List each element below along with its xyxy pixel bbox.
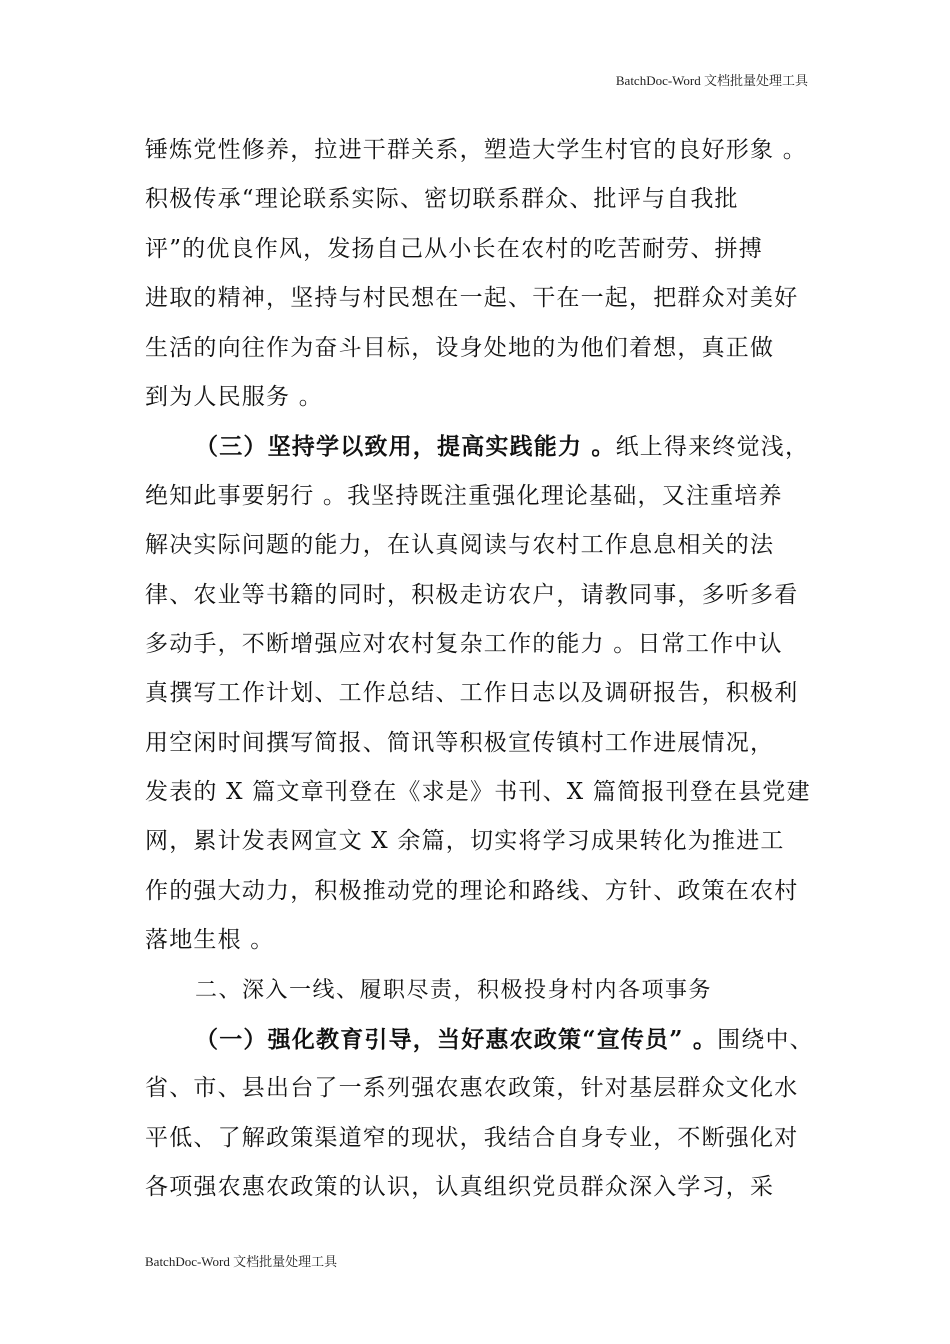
body-line: 落地生根 。 [145,927,275,954]
body-line: 进取的精神，坚持与村民想在一起、干在一起，把群众对美好 [145,285,799,312]
body-line: 积极传承“理论联系实际、密切联系群众、批评与自我批 [145,186,739,213]
body-line: 真撰写工作计划、工作总结、工作日志以及调研报告，积极利 [145,680,799,707]
body-line: 生活的向往作为奋斗目标，设身处地的为他们着想，真正做 [145,334,775,361]
paragraph-first-line [145,1015,815,1064]
body-line: 评”的优良作风，发扬自己从小长在农村的吃苦耐劳、拼搏 [145,235,763,262]
document-body [145,126,815,1213]
page-header: BatchDoc-Word 文档批量处理工具 [615,73,808,88]
body-line: 平低、了解政策渠道窄的现状，我结合自身专业，不断强化对 [145,1124,799,1151]
body-line: 多动手，不断增强应对农村复杂工作的能力 。日常工作中认 [145,630,783,657]
body-line: 发表的 X 篇文章刊登在《求是》书刊、X 篇简报刊登在县党建 [145,779,811,806]
body-line: 锤炼党性修养，拉进干群关系，塑造大学生村官的良好形象 。 [145,137,807,163]
subsection-heading: （一）强化教育引导，当好惠农政策“宣传员” 。 [195,1026,718,1054]
body-line: 省、市、县出台了一系列强农惠农政策，针对基层群众文化水 [145,1075,799,1102]
paragraph-first-line [145,422,815,471]
body-text-span: 纸上得来终觉浅， [615,434,810,461]
body-line: 到为人民服务 。 [145,383,323,410]
body-line: 网，累计发表网宣文 X 余篇，切实将学习成果转化为推进工 [145,828,785,855]
section-heading: 二、深入一线、履职尽责，积极投身村内各项事务 [195,977,713,1003]
body-line: 各项强农惠农政策的认识，认真组织党员群众深入学习，采 [145,1174,775,1201]
body-line: 律、农业等书籍的同时，积极走访农户，请教同事，多听多看 [145,581,799,608]
body-line: 作的强大动力，积极推动党的理论和路线、方针、政策在农村 [145,877,799,904]
body-line: 解决实际问题的能力，在认真阅读与农村工作息息相关的法 [145,532,775,559]
body-text-span: 围绕中、 [717,1027,814,1054]
body-line: 用空闲时间撰写简报、简讯等积极宣传镇村工作进展情况， [145,729,775,756]
body-line: 绝知此事要躬行 。我坚持既注重强化理论基础，又注重培养 [145,482,783,509]
page-footer: BatchDoc-Word 文档批量处理工具 [145,1254,338,1269]
subsection-heading: （三）坚持学以致用，提高实践能力 。 [195,433,616,461]
